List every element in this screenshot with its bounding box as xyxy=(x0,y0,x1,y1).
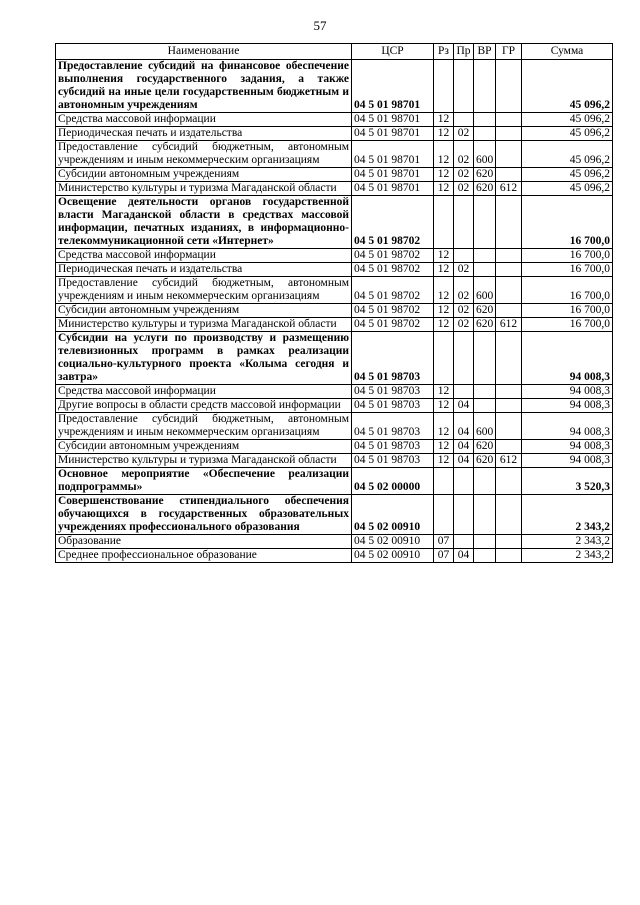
cell-gr xyxy=(496,399,522,413)
table-row xyxy=(56,399,613,413)
cell-rz: 12 xyxy=(434,413,454,440)
cell-vr xyxy=(474,399,496,413)
cell-sum: 94 008,3 xyxy=(522,454,613,468)
cell-rz: 12 xyxy=(434,263,454,277)
cell-vr: 600 xyxy=(474,277,496,304)
table-row xyxy=(56,495,613,535)
table-row xyxy=(56,440,613,454)
cell-name: Министерство культуры и туризма Магаданской области xyxy=(56,318,352,332)
cell-csr: 04 5 02 00910 xyxy=(352,549,434,563)
table-row xyxy=(56,141,613,168)
cell-gr xyxy=(496,127,522,141)
table-row xyxy=(56,182,613,196)
cell-vr xyxy=(474,332,496,385)
cell-name: Министерство культуры и туризма Магаданской области xyxy=(56,454,352,468)
cell-rz: 07 xyxy=(434,549,454,563)
cell-vr xyxy=(474,495,496,535)
cell-vr: 620 xyxy=(474,168,496,182)
cell-sum: 16 700,0 xyxy=(522,304,613,318)
cell-sum: 45 096,2 xyxy=(522,168,613,182)
table-row xyxy=(56,113,613,127)
cell-pr: 04 xyxy=(454,440,474,454)
cell-pr xyxy=(454,113,474,127)
cell-pr xyxy=(454,495,474,535)
cell-vr: 620 xyxy=(474,182,496,196)
cell-gr xyxy=(496,60,522,113)
cell-vr: 620 xyxy=(474,304,496,318)
cell-rz: 12 xyxy=(434,277,454,304)
cell-rz xyxy=(434,60,454,113)
cell-rz: 12 xyxy=(434,127,454,141)
cell-pr: 04 xyxy=(454,454,474,468)
cell-sum: 94 008,3 xyxy=(522,332,613,385)
cell-sum: 94 008,3 xyxy=(522,385,613,399)
header-csr: ЦСР xyxy=(352,44,434,60)
cell-sum: 16 700,0 xyxy=(522,318,613,332)
cell-gr xyxy=(496,168,522,182)
cell-pr: 02 xyxy=(454,263,474,277)
cell-rz: 12 xyxy=(434,385,454,399)
cell-rz: 07 xyxy=(434,535,454,549)
cell-vr xyxy=(474,60,496,113)
table-row xyxy=(56,468,613,495)
cell-rz: 12 xyxy=(434,168,454,182)
cell-csr: 04 5 01 98702 xyxy=(352,318,434,332)
cell-sum: 45 096,2 xyxy=(522,127,613,141)
header-name: Наименование xyxy=(56,44,352,60)
header-sum: Сумма xyxy=(522,44,613,60)
cell-name: Субсидии автономным учреждениям xyxy=(56,168,352,182)
table-row xyxy=(56,413,613,440)
table-row xyxy=(56,127,613,141)
cell-vr xyxy=(474,113,496,127)
table-row xyxy=(56,277,613,304)
cell-vr: 600 xyxy=(474,413,496,440)
cell-gr xyxy=(496,263,522,277)
cell-name: Освещение деятельности органов государственной власти Магаданской области в средствах массовой информации, печатных изданиях, в информационно-телекоммуникационной сети «Интернет» xyxy=(56,196,352,249)
cell-pr xyxy=(454,196,474,249)
cell-pr xyxy=(454,468,474,495)
cell-pr xyxy=(454,332,474,385)
cell-csr: 04 5 01 98702 xyxy=(352,196,434,249)
cell-name: Основное мероприятие «Обеспечение реализации подпрограммы» xyxy=(56,468,352,495)
cell-pr xyxy=(454,60,474,113)
cell-gr xyxy=(496,468,522,495)
cell-csr: 04 5 01 98702 xyxy=(352,263,434,277)
cell-csr: 04 5 01 98703 xyxy=(352,413,434,440)
cell-pr xyxy=(454,535,474,549)
cell-pr: 02 xyxy=(454,127,474,141)
table-row xyxy=(56,196,613,249)
cell-pr xyxy=(454,249,474,263)
table-row xyxy=(56,454,613,468)
cell-sum: 16 700,0 xyxy=(522,277,613,304)
cell-vr: 600 xyxy=(474,141,496,168)
cell-name: Предоставление субсидий на финансовое обеспечение выполнения государственного задания, а также субсидий на иные цели государственным бюджетным и автономным учреждениям xyxy=(56,60,352,113)
cell-gr xyxy=(496,249,522,263)
cell-csr: 04 5 01 98703 xyxy=(352,332,434,385)
cell-sum: 94 008,3 xyxy=(522,413,613,440)
cell-vr xyxy=(474,549,496,563)
cell-name: Министерство культуры и туризма Магаданской области xyxy=(56,182,352,196)
cell-name: Субсидии автономным учреждениям xyxy=(56,440,352,454)
page-number: 57 xyxy=(313,18,327,33)
table-row xyxy=(56,249,613,263)
cell-vr xyxy=(474,127,496,141)
cell-sum: 3 520,3 xyxy=(522,468,613,495)
cell-pr: 02 xyxy=(454,304,474,318)
cell-csr: 04 5 01 98701 xyxy=(352,113,434,127)
cell-rz xyxy=(434,495,454,535)
cell-gr xyxy=(496,141,522,168)
cell-rz: 12 xyxy=(434,249,454,263)
cell-sum: 16 700,0 xyxy=(522,263,613,277)
budget-table xyxy=(55,43,613,563)
cell-gr xyxy=(496,440,522,454)
cell-vr xyxy=(474,535,496,549)
cell-gr xyxy=(496,196,522,249)
cell-pr: 04 xyxy=(454,399,474,413)
cell-gr xyxy=(496,549,522,563)
cell-name: Средства массовой информации xyxy=(56,385,352,399)
cell-gr xyxy=(496,113,522,127)
cell-vr: 620 xyxy=(474,440,496,454)
cell-csr: 04 5 01 98701 xyxy=(352,168,434,182)
table-row xyxy=(56,60,613,113)
cell-csr: 04 5 01 98703 xyxy=(352,454,434,468)
cell-rz: 12 xyxy=(434,440,454,454)
table-row xyxy=(56,304,613,318)
cell-csr: 04 5 01 98701 xyxy=(352,60,434,113)
cell-pr: 04 xyxy=(454,413,474,440)
table-row xyxy=(56,535,613,549)
cell-pr: 02 xyxy=(454,168,474,182)
cell-name: Периодическая печать и издательства xyxy=(56,127,352,141)
cell-vr xyxy=(474,385,496,399)
cell-name: Периодическая печать и издательства xyxy=(56,263,352,277)
cell-name: Предоставление субсидий бюджетным, автономным учреждениям и иным некоммерческим организациям xyxy=(56,277,352,304)
cell-vr xyxy=(474,468,496,495)
cell-csr: 04 5 01 98701 xyxy=(352,182,434,196)
table-row xyxy=(56,263,613,277)
cell-sum: 2 343,2 xyxy=(522,535,613,549)
cell-csr: 04 5 01 98701 xyxy=(352,141,434,168)
cell-csr: 04 5 01 98703 xyxy=(352,440,434,454)
cell-name: Субсидии автономным учреждениям xyxy=(56,304,352,318)
cell-csr: 04 5 01 98703 xyxy=(352,399,434,413)
cell-gr xyxy=(496,304,522,318)
header-vr: ВР xyxy=(474,44,496,60)
cell-rz: 12 xyxy=(434,182,454,196)
cell-gr xyxy=(496,277,522,304)
header-rz: Рз xyxy=(434,44,454,60)
cell-sum: 94 008,3 xyxy=(522,440,613,454)
cell-name: Другие вопросы в области средств массовой информации xyxy=(56,399,352,413)
cell-csr: 04 5 02 00910 xyxy=(352,495,434,535)
cell-csr: 04 5 01 98702 xyxy=(352,277,434,304)
cell-gr: 612 xyxy=(496,182,522,196)
cell-gr: 612 xyxy=(496,318,522,332)
cell-csr: 04 5 01 98701 xyxy=(352,127,434,141)
cell-sum: 45 096,2 xyxy=(522,113,613,127)
cell-csr: 04 5 02 00910 xyxy=(352,535,434,549)
cell-rz: 12 xyxy=(434,454,454,468)
cell-sum: 16 700,0 xyxy=(522,196,613,249)
cell-rz xyxy=(434,332,454,385)
cell-rz xyxy=(434,468,454,495)
cell-rz xyxy=(434,196,454,249)
cell-vr xyxy=(474,249,496,263)
cell-name: Средства массовой информации xyxy=(56,249,352,263)
cell-gr xyxy=(496,332,522,385)
cell-sum: 45 096,2 xyxy=(522,182,613,196)
cell-rz: 12 xyxy=(434,304,454,318)
table-body xyxy=(56,60,613,563)
table-row xyxy=(56,318,613,332)
cell-sum: 2 343,2 xyxy=(522,549,613,563)
cell-rz: 12 xyxy=(434,141,454,168)
cell-sum: 45 096,2 xyxy=(522,60,613,113)
cell-name: Средства массовой информации xyxy=(56,113,352,127)
cell-gr xyxy=(496,413,522,440)
table-row xyxy=(56,332,613,385)
cell-pr xyxy=(454,385,474,399)
table-row xyxy=(56,385,613,399)
cell-gr: 612 xyxy=(496,454,522,468)
cell-csr: 04 5 01 98702 xyxy=(352,249,434,263)
cell-gr xyxy=(496,495,522,535)
table-row xyxy=(56,549,613,563)
table-row xyxy=(56,168,613,182)
cell-name: Среднее профессиональное образование xyxy=(56,549,352,563)
cell-name: Субсидии на услуги по производству и размещению телевизионных программ в рамках реализации социально-культурного проекта «Колыма сегодня и завтра» xyxy=(56,332,352,385)
cell-gr xyxy=(496,385,522,399)
cell-vr xyxy=(474,196,496,249)
header-gr: ГР xyxy=(496,44,522,60)
cell-name: Предоставление субсидий бюджетным, автономным учреждениям и иным некоммерческим организациям xyxy=(56,141,352,168)
cell-gr xyxy=(496,535,522,549)
cell-name: Совершенствование стипендиального обеспечения обучающихся в государственных образовательных учреждениях профессионального образования xyxy=(56,495,352,535)
cell-csr: 04 5 02 00000 xyxy=(352,468,434,495)
cell-sum: 16 700,0 xyxy=(522,249,613,263)
cell-rz: 12 xyxy=(434,113,454,127)
table-header-row xyxy=(56,44,613,60)
cell-rz: 12 xyxy=(434,399,454,413)
header-pr: Пр xyxy=(454,44,474,60)
cell-sum: 45 096,2 xyxy=(522,141,613,168)
cell-pr: 02 xyxy=(454,141,474,168)
cell-rz: 12 xyxy=(434,318,454,332)
cell-vr: 620 xyxy=(474,454,496,468)
cell-csr: 04 5 01 98702 xyxy=(352,304,434,318)
cell-vr xyxy=(474,263,496,277)
cell-sum: 94 008,3 xyxy=(522,399,613,413)
cell-name: Предоставление субсидий бюджетным, автономным учреждениям и иным некоммерческим организациям xyxy=(56,413,352,440)
cell-csr: 04 5 01 98703 xyxy=(352,385,434,399)
cell-pr: 02 xyxy=(454,182,474,196)
cell-vr: 620 xyxy=(474,318,496,332)
cell-sum: 2 343,2 xyxy=(522,495,613,535)
cell-pr: 02 xyxy=(454,318,474,332)
cell-name: Образование xyxy=(56,535,352,549)
cell-pr: 02 xyxy=(454,277,474,304)
cell-pr: 04 xyxy=(454,549,474,563)
